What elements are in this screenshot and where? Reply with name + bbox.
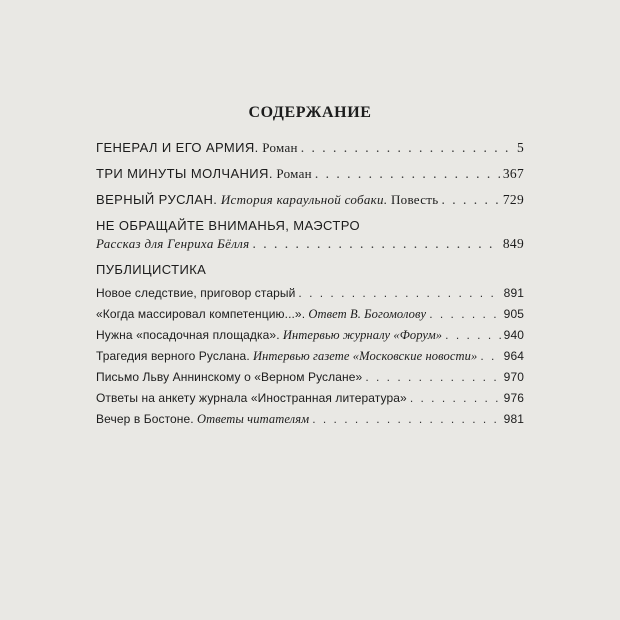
toc-subentry-title: Ответы на анкету журнала «Иностранная литература»	[96, 391, 407, 405]
toc-entry-subtitle: История караульной собаки.	[217, 192, 388, 207]
page-title: СОДЕРЖАНИЕ	[248, 104, 372, 121]
toc-subentry-subtitle: Интервью журналу «Форум»	[279, 328, 443, 342]
toc-subentry-page: 976	[503, 391, 524, 405]
toc-entry-page: 5	[516, 140, 524, 155]
toc-subentry-subtitle: Ответы читателям	[193, 412, 310, 426]
toc-entry-page: 729	[502, 192, 524, 207]
toc-subentry-title: Нужна «посадочная площадка».	[96, 328, 280, 342]
toc-subentry[interactable]	[96, 370, 524, 391]
toc-subentry-title: Трагедия верного Руслана.	[96, 349, 250, 363]
toc-subentry-page: 940	[503, 328, 524, 342]
toc-subentry-subtitle: Ответ В. Богомолову	[305, 307, 427, 321]
toc-subentry[interactable]	[96, 286, 524, 307]
toc-subentry-page: 970	[503, 370, 524, 384]
dot-leader	[480, 349, 500, 363]
dot-leader	[410, 391, 501, 405]
toc-entry-genre: Повесть	[387, 192, 439, 207]
toc-subentry-title: Новое следствие, приговор старый	[96, 286, 296, 300]
toc-entry-subtitle: Рассказ для Генриха Бёлля	[96, 236, 250, 251]
dot-leader	[429, 307, 500, 321]
toc-subentry[interactable]	[96, 412, 524, 433]
toc-entry-genre: Роман	[258, 140, 298, 155]
toc-entry-title: ВЕРНЫЙ РУСЛАН.	[96, 192, 218, 207]
toc-subentry-page: 981	[503, 412, 524, 426]
toc-subentry-page: 905	[503, 307, 524, 321]
toc-subentry-page: 964	[503, 349, 524, 363]
toc-entry-general[interactable]	[96, 140, 524, 160]
toc-subentry[interactable]	[96, 328, 524, 349]
show-through-text-top	[0, 0, 620, 56]
dot-leader	[315, 166, 500, 182]
toc-entry-title: ГЕНЕРАЛ И ЕГО АРМИЯ.	[96, 140, 259, 155]
dot-leader	[445, 328, 501, 342]
table-of-contents	[96, 104, 524, 433]
toc-entry-three-minutes[interactable]	[96, 166, 524, 186]
dot-leader	[312, 412, 500, 426]
toc-entry-maestro-title[interactable]: НЕ ОБРАЩАЙТЕ ВНИМАНЬЯ, МАЭСТРО	[96, 218, 361, 233]
toc-section-publicistics[interactable]: ПУБЛИЦИСТИКА	[96, 262, 207, 277]
toc-subentry-title: Вечер в Бостоне.	[96, 412, 194, 426]
toc-entry-maestro[interactable]	[96, 236, 524, 256]
toc-subentry-title: Письмо Льву Аннинскому о «Верном Руслане»	[96, 370, 363, 384]
toc-entry-page: 367	[502, 166, 524, 181]
toc-subentry[interactable]	[96, 349, 524, 370]
dot-leader	[301, 140, 514, 156]
dot-leader	[365, 370, 500, 384]
toc-entry-genre: Роман	[272, 166, 312, 181]
toc-entry-page: 849	[502, 236, 524, 251]
toc-subentry-page: 891	[503, 286, 524, 300]
toc-entry-faithful-ruslan[interactable]	[96, 192, 524, 212]
toc-subentry[interactable]	[96, 307, 524, 328]
dot-leader	[298, 286, 500, 300]
dot-leader	[253, 236, 500, 252]
toc-subentry-title: «Когда массировал компетенцию...».	[96, 307, 306, 321]
dot-leader	[441, 192, 499, 208]
toc-subentry-subtitle: Интервью газете «Московские новости»	[249, 349, 478, 363]
toc-subentry[interactable]	[96, 391, 524, 412]
toc-entry-title: ТРИ МИНУТЫ МОЛЧАНИЯ.	[96, 166, 273, 181]
